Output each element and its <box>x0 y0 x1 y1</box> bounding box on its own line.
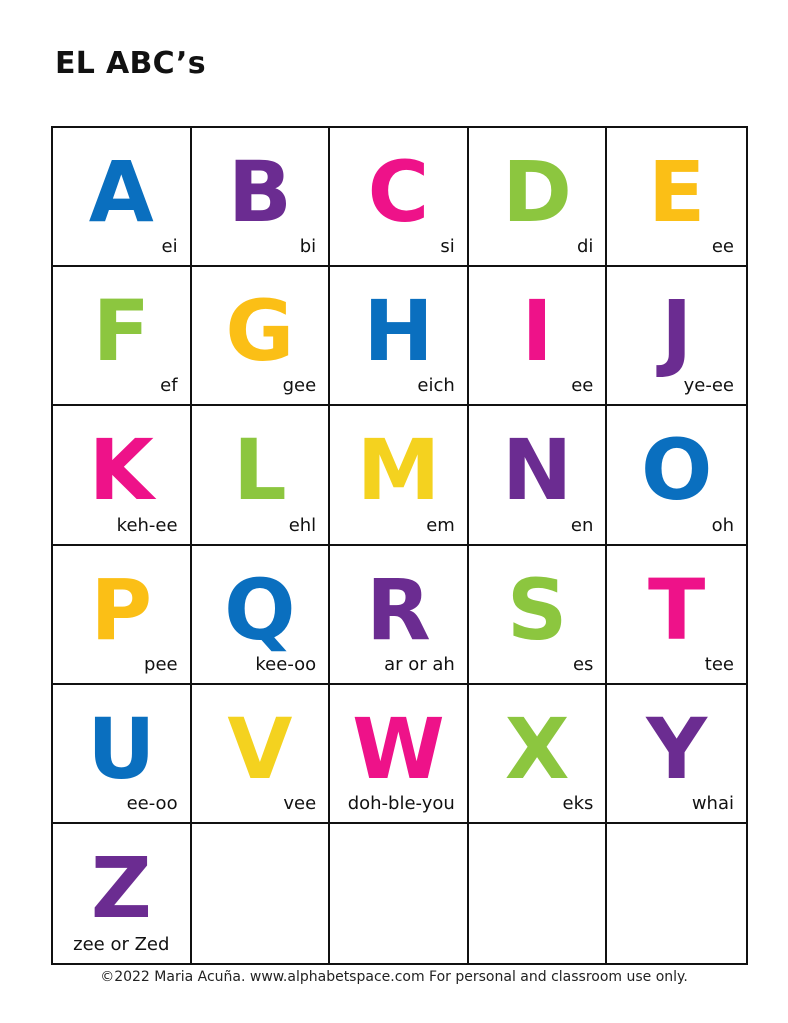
letter-card-s <box>469 546 608 685</box>
letter-card-y <box>607 685 746 824</box>
letter-card-l <box>192 406 331 545</box>
pronunciation-label: gee <box>282 375 317 397</box>
alphabet-grid <box>51 126 748 965</box>
letter-glyph: U <box>87 699 156 798</box>
pronunciation-label: pee <box>144 653 178 675</box>
pronunciation-label: ar or ah <box>384 653 455 675</box>
letter-glyph: B <box>227 143 292 241</box>
letter-card-i <box>469 267 608 406</box>
pronunciation-label: ef <box>160 375 178 397</box>
letter-card-k <box>53 406 192 545</box>
letter-glyph: Z <box>90 838 152 937</box>
letter-glyph: D <box>502 143 572 241</box>
letter-card-e <box>607 128 746 267</box>
empty-cell <box>469 824 608 963</box>
letter-glyph: W <box>352 699 445 798</box>
letter-card-a <box>53 128 192 267</box>
letter-card-n <box>469 406 608 545</box>
letter-card-q <box>192 546 331 685</box>
letter-glyph: A <box>88 143 154 241</box>
pronunciation-label: ee <box>571 375 594 397</box>
pronunciation-label: en <box>570 514 594 536</box>
letter-glyph: H <box>363 282 434 381</box>
letter-glyph: E <box>648 143 706 241</box>
copyright-footer: ©2022 Maria Acuña. www.alphabetspace.com For personal and classroom use only. <box>100 969 688 985</box>
letter-glyph: G <box>225 282 295 381</box>
pronunciation-label: keh-ee <box>116 514 178 536</box>
letter-card-g <box>192 267 331 406</box>
letter-glyph: F <box>92 282 150 381</box>
letter-card-f <box>53 267 192 406</box>
letter-card-x <box>469 685 608 824</box>
page-title: EL ABC’s <box>55 46 206 81</box>
letter-glyph: L <box>233 421 287 520</box>
pronunciation-label: zee or Zed <box>73 934 170 955</box>
letter-glyph: M <box>356 421 441 520</box>
pronunciation-label: eich <box>417 375 455 397</box>
letter-glyph: J <box>661 282 693 381</box>
letter-card-m <box>330 406 469 545</box>
letter-card-p <box>53 546 192 685</box>
empty-cell <box>192 824 331 963</box>
letter-card-v <box>192 685 331 824</box>
pronunciation-label: es <box>572 653 594 675</box>
letter-glyph: Y <box>646 699 708 798</box>
letter-card-d <box>469 128 608 267</box>
pronunciation-label: doh-ble-you <box>347 792 455 814</box>
letter-glyph: S <box>506 560 568 659</box>
letter-card-h <box>330 267 469 406</box>
pronunciation-label: bi <box>299 236 317 258</box>
letter-glyph: N <box>501 421 573 520</box>
pronunciation-label: eks <box>562 792 594 814</box>
letter-card-u <box>53 685 192 824</box>
letter-glyph: C <box>367 143 430 241</box>
letter-glyph: O <box>640 421 713 520</box>
letter-card-j <box>607 267 746 406</box>
pronunciation-label: ye-ee <box>683 375 734 397</box>
pronunciation-label: di <box>576 236 594 258</box>
empty-cell <box>607 824 746 963</box>
letter-glyph: V <box>227 699 293 798</box>
empty-cell <box>330 824 469 963</box>
pronunciation-label: vee <box>283 792 317 814</box>
pronunciation-label: ee <box>711 236 734 258</box>
pronunciation-label: ee-oo <box>126 792 178 814</box>
letter-glyph: P <box>90 560 153 659</box>
pronunciation-label: whai <box>691 792 734 814</box>
pronunciation-label: oh <box>711 514 734 536</box>
letter-card-b <box>192 128 331 267</box>
letter-card-z <box>53 824 192 963</box>
pronunciation-label: kee-oo <box>255 653 317 675</box>
letter-glyph: T <box>648 560 706 659</box>
pronunciation-label: ei <box>161 236 178 258</box>
pronunciation-label: si <box>440 236 455 258</box>
letter-glyph: X <box>504 699 570 798</box>
letter-glyph: R <box>366 560 431 659</box>
letter-card-t <box>607 546 746 685</box>
letter-glyph: Q <box>224 560 296 659</box>
pronunciation-label: tee <box>704 653 734 675</box>
letter-card-c <box>330 128 469 267</box>
letter-card-w <box>330 685 469 824</box>
pronunciation-label: em <box>426 514 455 536</box>
letter-card-r <box>330 546 469 685</box>
letter-card-o <box>607 406 746 545</box>
letter-glyph: K <box>88 421 154 520</box>
letter-glyph: I <box>521 282 553 381</box>
pronunciation-label: ehl <box>288 514 317 536</box>
